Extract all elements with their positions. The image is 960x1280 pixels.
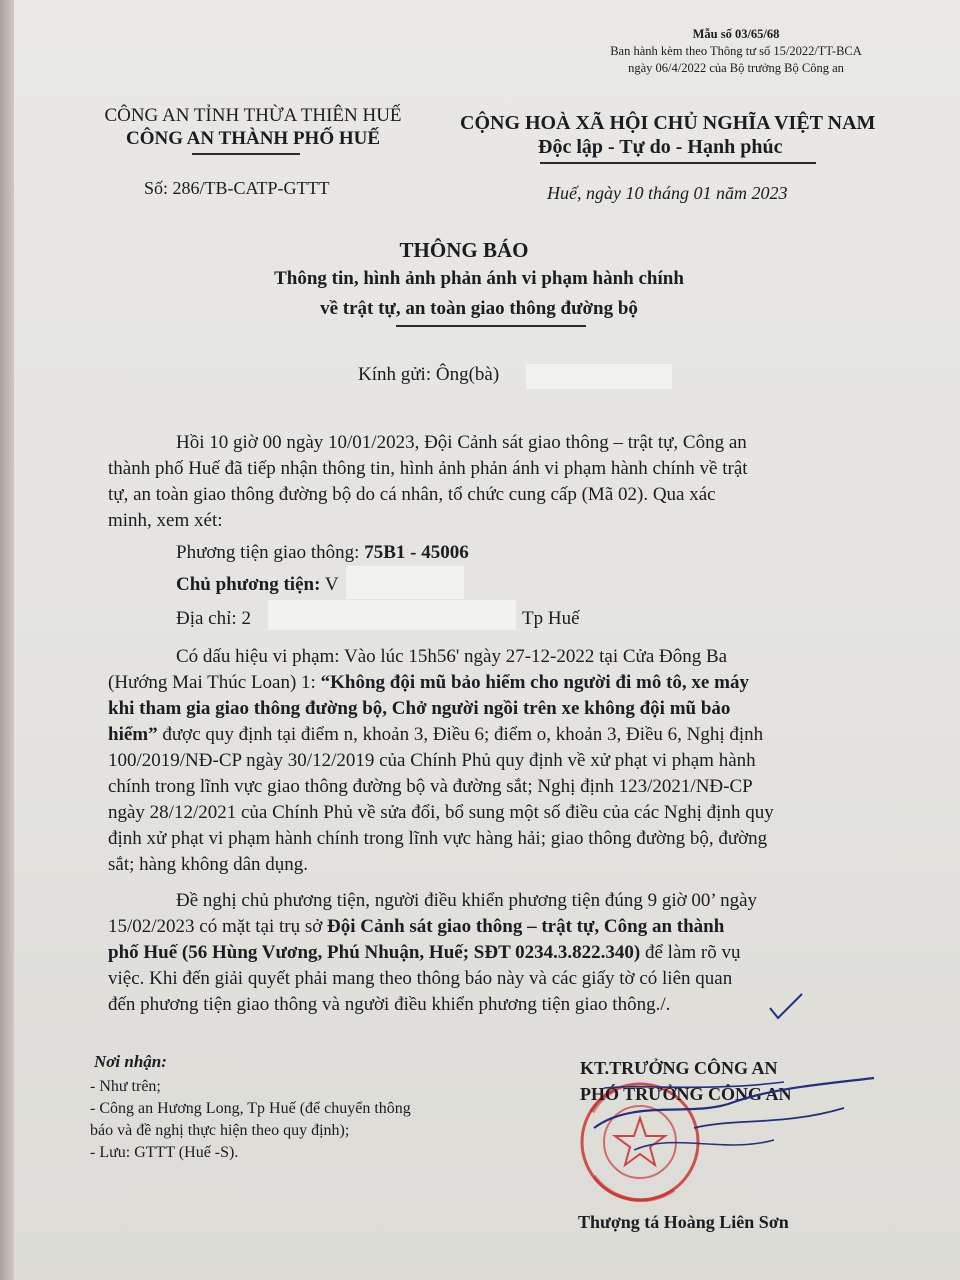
violation-location: (Hướng Mai Thúc Loan) 1: [108,672,321,693]
signature-on-behalf: KT.TRƯỞNG CÔNG AN [580,1058,778,1078]
notice-subtitle-1: Thông tin, hình ảnh phản ánh vi phạm hành chính [274,268,684,289]
request-line-2 [108,914,724,940]
nation-name: CỘNG HOÀ XÃ HỘI CHỦ NGHĨA VIỆT NAM [460,112,876,134]
request-line-4: việc. Khi đến giải quyết phải mang theo thông báo này và các giấy tờ có liên quan [108,968,733,989]
address-partial: 2 [241,608,251,629]
form-reference [566,26,906,77]
signature-position: PHÓ TRƯỞNG CÔNG AN [580,1084,792,1104]
issuer-underline [192,153,300,155]
subtitle-underline [396,325,586,327]
request-line-1: Đề nghị chủ phương tiện, người điều khiển phương tiện đúng 9 giờ 00’ ngày [176,890,758,911]
violation-legal-basis: được quy định tại điểm n, khoản 3, Điều 6; điểm o, khoản 3, Điều 6, Nghị định [157,724,764,745]
form-code: Mẫu số 03/65/68 [692,27,780,41]
nation-motto: Độc lập - Tự do - Hạnh phúc [538,136,783,158]
violation-line-4 [108,722,763,748]
handwritten-signature [574,1058,894,1168]
violation-line-3: khi tham gia giao thông đường bộ, Chở người ngồi trên xe không đội mũ bảo [108,698,731,719]
request-office: Đội Cảnh sát giao thông – trật tự, Công an thành [327,916,725,937]
issuer-parent: CÔNG AN TỈNH THỪA THIÊN HUẾ [104,105,402,126]
owner-line [176,572,339,598]
request-purpose: để làm rõ vụ [640,942,741,963]
redacted-recipient-name [526,364,672,389]
intro-line-3: tự, an toàn giao thông đường bộ do cá nhân, tổ chức cung cấp (Mã 02). Qua xác [108,484,716,505]
page-edge-shadow [0,0,14,1280]
request-office-address: phố Huế (56 Hùng Vương, Phú Nhuận, Huế; SĐT 0234.3.822.340) [108,942,641,963]
owner-label: Chủ phương tiện: [176,574,321,595]
violation-line-1: Có dấu hiệu vi phạm: Vào lúc 15h56' ngày 27-12-2022 tại Cửa Đông Ba [176,646,728,667]
motto-underline [540,162,816,164]
address-label: Địa chỉ: [176,608,237,629]
vehicle-plate: 75B1 - 45006 [364,542,469,563]
checkmark-icon [766,992,806,1022]
violation-line-8: định xử phạt vi phạm hành chính trong lĩnh vực hàng hải; giao thông đường bộ, đường [108,828,768,849]
document-number: Số: 286/TB-CATP-GTTT [144,178,330,198]
request-line-3 [108,940,741,966]
recipients-line-2: - Công an Hương Long, Tp Huế (để chuyển thông [90,1100,411,1117]
violation-line-6: chính trong lĩnh vực giao thông đường bộ và đường sắt; Nghị định 123/2021/NĐ-CP [108,776,753,797]
recipients-line-3: báo và đề nghị thực hiện theo quy định); [90,1122,350,1139]
recipients-line-1: - Như trên; [90,1078,161,1095]
recipient-label: Kính gửi: Ông(bà) [358,364,500,385]
violation-line-7: ngày 28/12/2021 của Chính Phủ về sửa đổi, bổ sung một số điều của các Nghị định quy [108,802,774,823]
signer-name: Thượng tá Hoàng Liên Sơn [578,1212,789,1232]
form-circular-date: ngày 06/4/2022 của Bộ trưởng Bộ Công an [628,61,844,75]
notice-subtitle-2: về trật tự, an toàn giao thông đường bộ [320,298,638,319]
place-date: Huế, ngày 10 tháng 01 năm 2023 [547,183,788,203]
intro-line-2: thành phố Huế đã tiếp nhận thông tin, hình ảnh phản ánh vi phạm hành chính về trật [108,458,748,479]
violation-line-2 [108,670,749,696]
recipients-line-4: - Lưu: GTTT (Huế -S). [90,1144,239,1161]
address-city: Tp Huế [522,608,580,629]
address-line [176,606,251,632]
request-date: 15/02/2023 có mặt tại trụ sở [108,916,328,937]
redacted-address [268,600,516,630]
notice-title: THÔNG BÁO [399,238,529,262]
form-circular: Ban hành kèm theo Thông tư số 15/2022/TT-BCA [610,44,862,58]
violation-line-5: 100/2019/NĐ-CP ngày 30/12/2019 của Chính Phủ quy định về xử phạt vi phạm hành [108,750,756,771]
request-line-5: đến phương tiện giao thông và người điều khiển phương tiện giao thông./. [108,994,671,1015]
issuer-unit: CÔNG AN THÀNH PHỐ HUẾ [125,128,381,149]
violation-line-9: sắt; hàng không dân dụng. [108,854,309,875]
vehicle-label: Phương tiện giao thông: [176,542,360,563]
vehicle-line [176,540,469,566]
violation-offense-end: hiểm” [108,724,158,745]
owner-partial: V [324,574,339,595]
recipients-title: Nơi nhận: [94,1052,167,1071]
redacted-owner-name [346,566,464,599]
intro-line-1: Hồi 10 giờ 00 ngày 10/01/2023, Đội Cảnh sát giao thông – trật tự, Công an [176,432,747,453]
intro-line-4: minh, xem xét: [108,510,223,531]
violation-offense-start: “Không đội mũ bảo hiểm cho người đi mô tô, xe máy [320,672,749,693]
document-page [14,0,960,1280]
